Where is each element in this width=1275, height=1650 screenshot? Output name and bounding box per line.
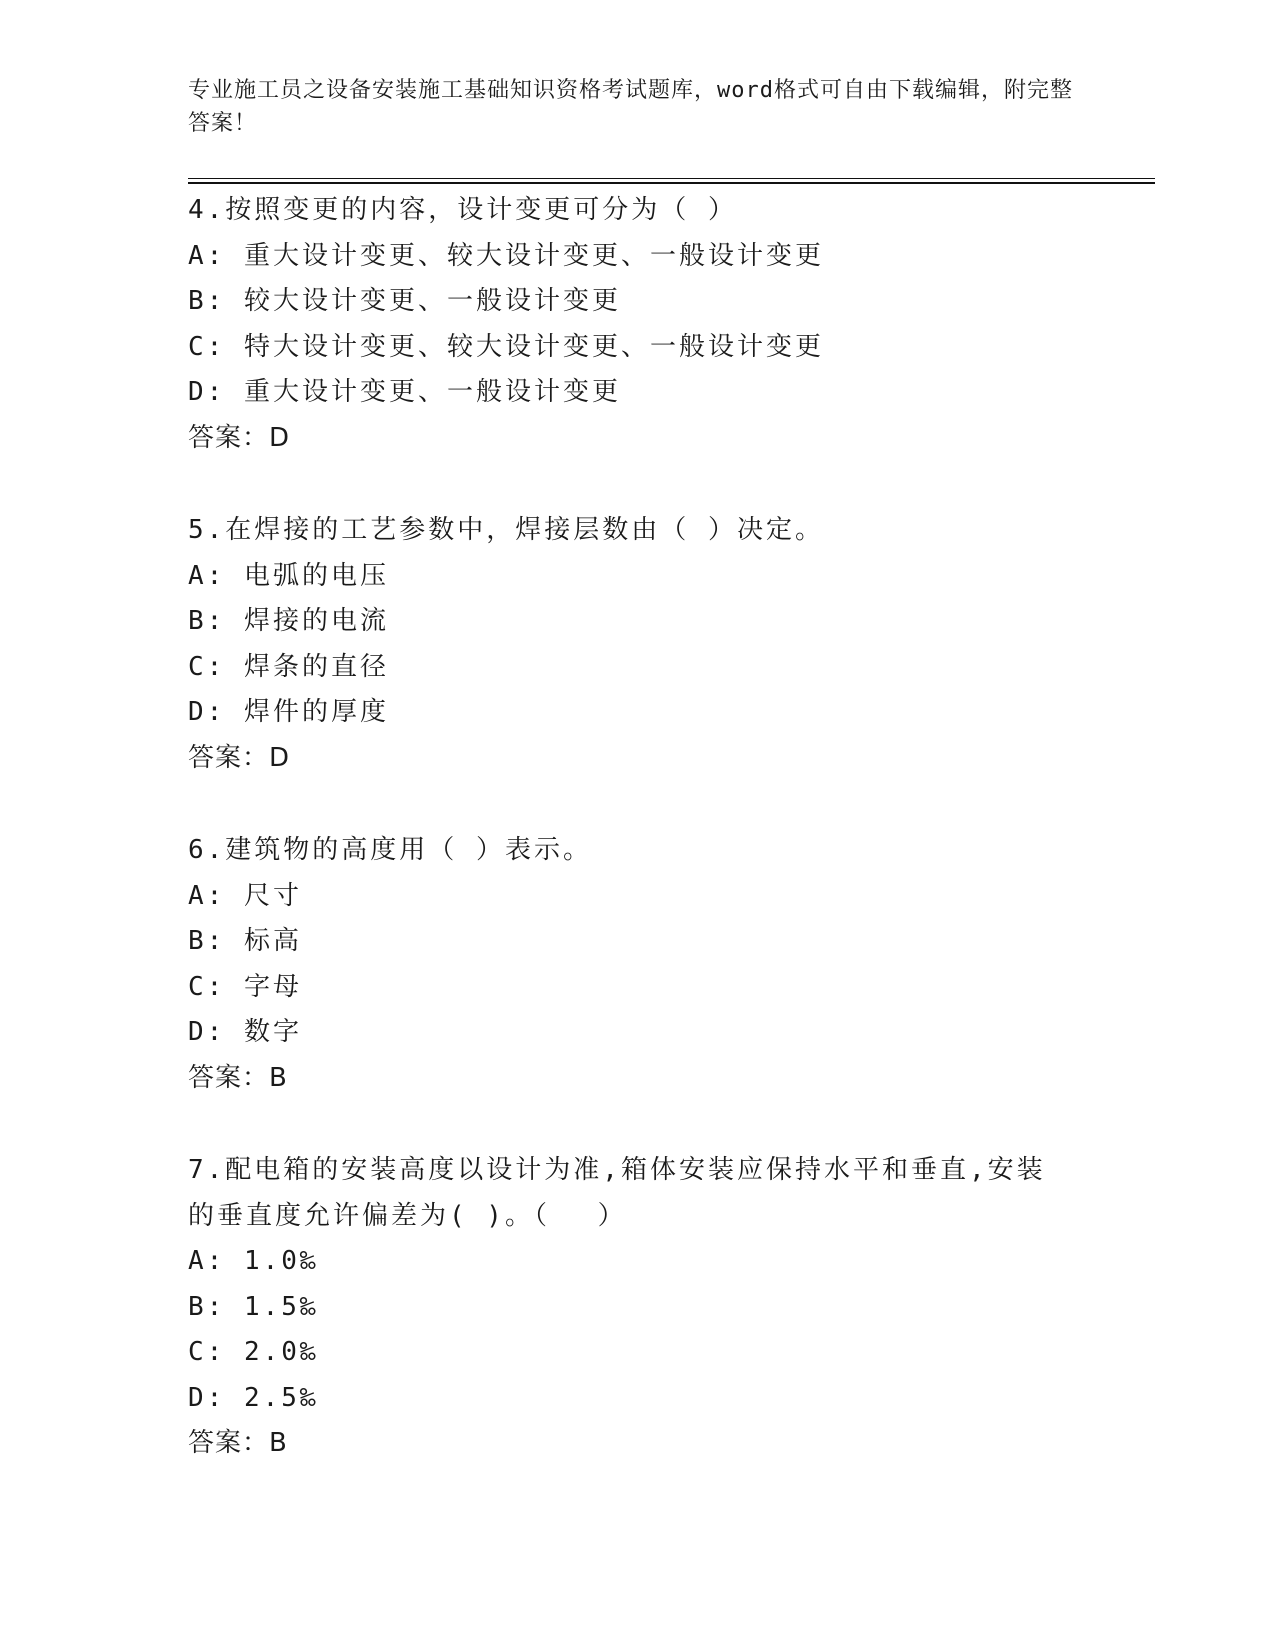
option-a: A: 电弧的电压	[188, 560, 389, 591]
question-list	[188, 188, 1088, 1514]
option-b: B: 较大设计变更、一般设计变更	[188, 286, 621, 316]
question-7	[188, 1148, 1088, 1467]
option-b: B: 焊接的电流	[188, 606, 389, 636]
option-d: D: 重大设计变更、一般设计变更	[188, 377, 621, 407]
option-d: D: 2.5‰	[188, 1382, 319, 1413]
option-c: C: 字母	[188, 971, 302, 1002]
question-stem: 6.建筑物的高度用（ ）表示。	[188, 835, 592, 865]
option-a: A: 尺寸	[188, 880, 302, 911]
question-stem: 7.配电箱的安装高度以设计为准,箱体安装应保持水平和垂直,安装的垂直度允许偏差为( )。（ ）	[188, 1155, 1046, 1231]
option-b: B: 标高	[188, 926, 302, 956]
option-d: D: 焊件的厚度	[188, 697, 389, 727]
option-a: A: 重大设计变更、较大设计变更、一般设计变更	[188, 240, 824, 271]
option-c: C: 2.0‰	[188, 1337, 319, 1367]
answer-label: 答案：B	[188, 1428, 288, 1458]
option-c: C: 焊条的直径	[188, 651, 389, 682]
option-a: A: 1.0‰	[188, 1246, 319, 1276]
header-divider-thick	[188, 182, 1155, 184]
header-divider-thin	[188, 178, 1155, 179]
answer-label: 答案：D	[188, 742, 291, 773]
question-stem: 4.按照变更的内容，设计变更可分为（ ）	[188, 195, 737, 225]
question-stem: 5.在焊接的工艺参数中，焊接层数由（ ）决定。	[188, 515, 824, 545]
option-b: B: 1.5‰	[188, 1291, 319, 1322]
option-c: C: 特大设计变更、较大设计变更、一般设计变更	[188, 331, 824, 362]
answer-label: 答案：B	[188, 1062, 288, 1093]
document-header: 专业施工员之设备安装施工基础知识资格考试题库，word格式可自由下载编辑，附完整答案！	[188, 78, 1073, 136]
question-4	[188, 188, 1088, 461]
question-6	[188, 828, 1088, 1101]
answer-label: 答案：D	[188, 422, 291, 453]
option-d: D: 数字	[188, 1017, 302, 1047]
question-5	[188, 508, 1088, 781]
